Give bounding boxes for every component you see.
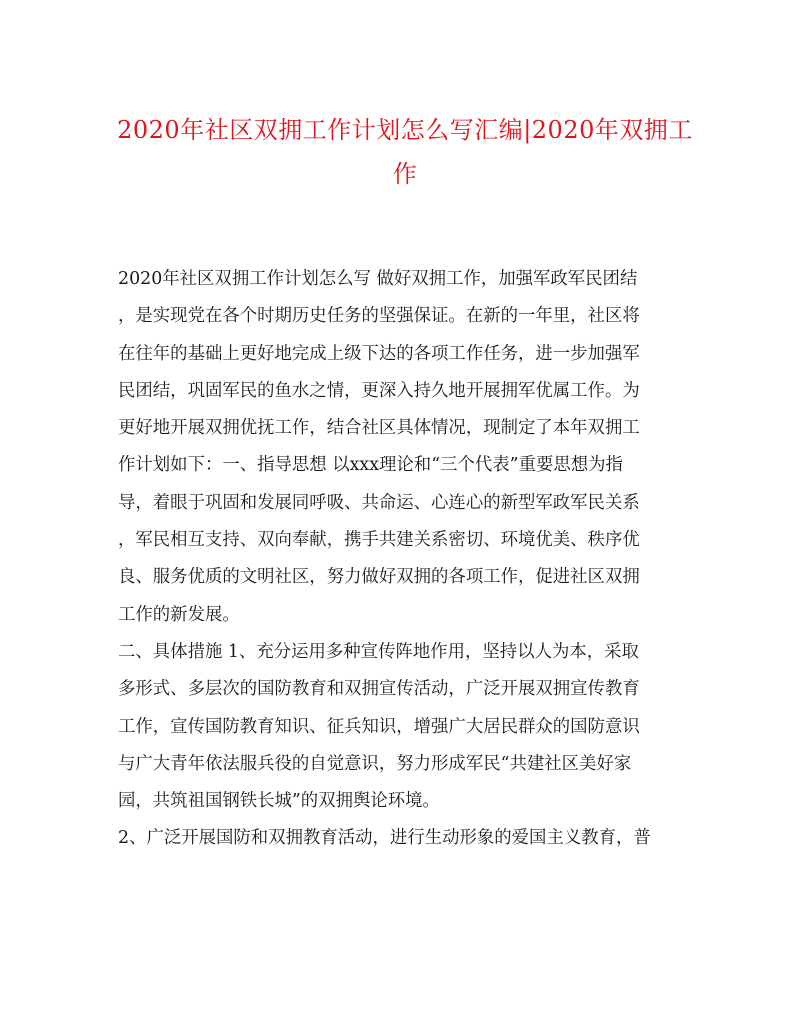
body-line: ，军民相互支持、双向奉献，携手共建关系密切、环境优美、秩序优 (118, 530, 640, 551)
body-line: 2、广泛开展国防和双拥教育活动，进行生动形象的爱国主义教育，普 (118, 828, 651, 849)
body-line: 作计划如下：一、指导思想 以xxx理论和“三个代表”重要思想为指 (118, 455, 623, 476)
body-line: 2020年社区双拥工作计划怎么写 做好双拥工作，加强军政军民团结 (118, 269, 638, 289)
body-line: 更好地开展双拥优抚工作，结合社区具体情况，现制定了本年双拥工 (118, 418, 640, 439)
body-line: 导，着眼于巩固和发展同呼吸、共命运、心连心的新型军政军民关系 (118, 492, 640, 513)
document-body (118, 261, 684, 858)
title-line-1: 2020年社区双拥工作计划怎么写汇编|2020年双拥工 (117, 116, 693, 144)
body-line: 良、服务优质的文明社区，努力做好双拥的各项工作，促进社区双拥 (118, 567, 640, 588)
body-line: 园，共筑祖国钢铁长城”的双拥舆论环境。 (118, 791, 440, 812)
body-line: 民团结，巩固军民的鱼水之情，更深入持久地开展拥军优属工作。为 (118, 380, 640, 401)
title-line-2: 作 (392, 160, 418, 188)
body-line: 与广大青年依法服兵役的自觉意识，努力形成军民“共建社区美好家 (118, 753, 632, 774)
body-line: 在往年的基础上更好地完成上级下达的各项工作任务，进一步加强军 (118, 343, 640, 364)
body-line: 工作，宣传国防教育知识、征兵知识，增强广大居民群众的国防意识 (118, 716, 640, 737)
body-line: 二、具体措施 1、充分运用多种宣传阵地作用，坚持以人为本，采取 (118, 641, 639, 662)
document-title (110, 108, 700, 196)
body-line: 工作的新发展。 (118, 604, 240, 625)
body-line: 多形式、多层次的国防教育和双拥宣传活动，广泛开展双拥宣传教育 (118, 679, 640, 700)
body-line: ，是实现党在各个时期历史任务的坚强保证。在新的一年里，社区将 (118, 306, 640, 327)
